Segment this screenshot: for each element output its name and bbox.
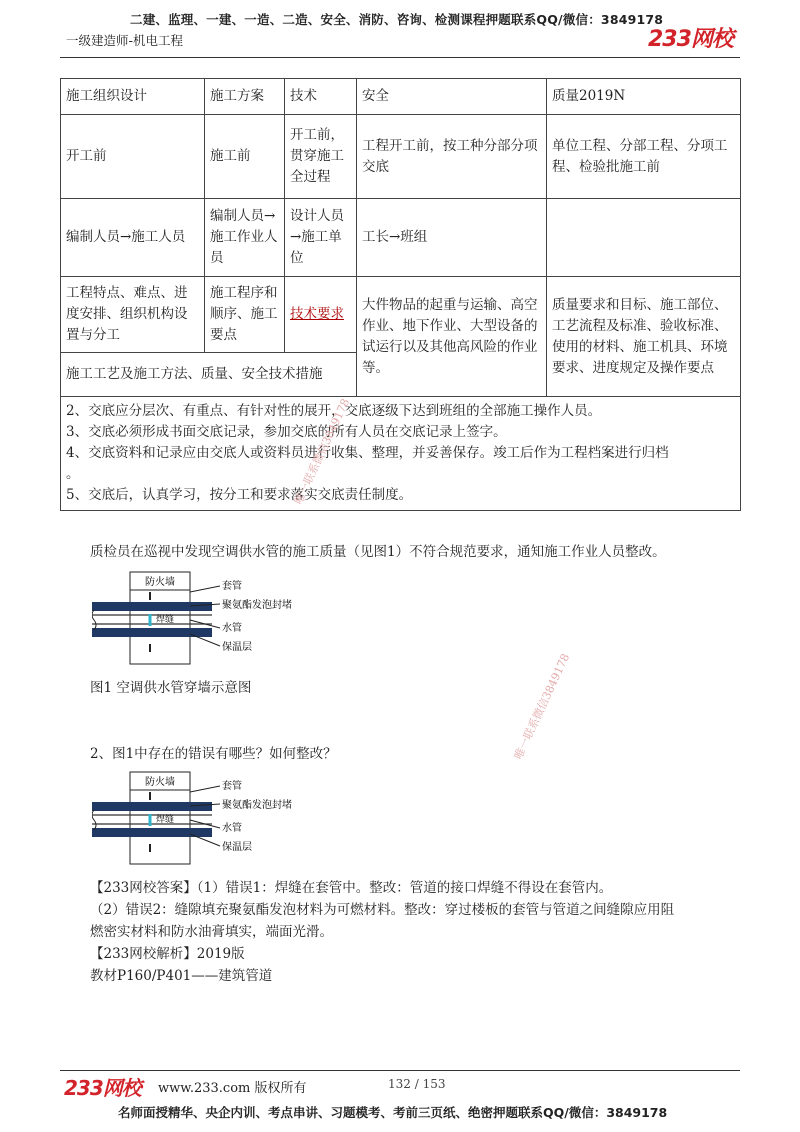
table-row-content — [61, 277, 741, 353]
answer-line-3: 燃密实材料和防水油膏填实，端面光滑。 — [90, 924, 333, 940]
footer-logo: 233网校 — [64, 1076, 141, 1100]
header-subject: 一级建造师-机电工程 — [66, 33, 184, 48]
textbook-reference: 教材P160/P401——建筑管道 — [90, 968, 273, 984]
table-header-cell: 安全 — [357, 79, 547, 115]
pipe-label: 水管 — [222, 823, 242, 834]
table-cell — [547, 199, 741, 277]
insulation-label: 保温层 — [222, 842, 252, 853]
page-number: 132 / 153 — [388, 1077, 446, 1091]
foam-label: 聚氨酯发泡封堵 — [222, 600, 292, 611]
break-mark — [92, 610, 96, 630]
question-2: 2、图1中存在的错误有哪些？如何整改？ — [90, 746, 337, 762]
table-header-cell: 施工组织设计 — [61, 79, 205, 115]
wall-label: 防火墙 — [145, 577, 175, 588]
pipe-label: 水管 — [222, 623, 242, 634]
note-line: 。 — [66, 466, 80, 482]
header-divider — [60, 57, 740, 58]
weld-label: 焊缝 — [156, 615, 175, 625]
sleeve-label: 套管 — [222, 581, 242, 592]
table-cell: 开工前，贯穿施工全过程 — [285, 115, 357, 199]
watermark-text: 唯一联系微信3849178 — [291, 396, 353, 507]
table-cell: 工长→班组 — [357, 199, 547, 277]
leader-line — [190, 786, 220, 792]
table-cell: 工程特点、难点、进度安排、组织机构设置与分工 — [61, 277, 205, 353]
answer-line-2: （2）错误2：缝隙填充聚氨酯发泡材料为可燃材料。整改：穿过楼板的套管与管道之间缝隙应用阻 — [90, 902, 675, 918]
watermark-text: 唯一联系微信3849178 — [511, 651, 573, 762]
table-cell: 施工程序和顺序、施工要点 — [205, 277, 285, 353]
table-cell: 工程开工前，按工种分部分项交底 — [357, 115, 547, 199]
technical-requirements-link[interactable]: 技术要求 — [290, 306, 344, 322]
disclosure-table — [60, 78, 741, 511]
figure-caption: 图1 空调供水管穿墙示意图 — [90, 680, 252, 696]
wall-pipe-diagram-1 — [92, 570, 352, 670]
leader-line — [190, 586, 220, 592]
table-cell: 质量要求和目标、施工部位、工艺流程及标准、验收标准、使用的材料、施工机具、环境要求、进度规定及操作要点 — [547, 277, 741, 397]
footer-site-link[interactable]: www.233.com 版权所有 — [158, 1081, 307, 1096]
note-line: 5、交底后，认真学习，按分工和要求落实交底责任制度。 — [66, 487, 413, 503]
header-contact-line: 二建、监理、一建、一造、二造、安全、消防、咨询、检测课程押题联系QQ/微信：3849178 — [130, 12, 664, 27]
wall-pipe-diagram-2 — [92, 770, 352, 870]
table-cell: 编制人员→施工人员 — [61, 199, 205, 277]
table-cell — [285, 277, 357, 353]
table-header-cell: 技术 — [285, 79, 357, 115]
table-notes-cell — [61, 397, 741, 511]
insulation-top — [92, 802, 212, 811]
footer-divider — [60, 1070, 740, 1071]
footer-contact-line: 名师面授精华、央企内训、考点串讲、习题模考、考前三页纸、绝密押题联系QQ/微信：3849178 — [118, 1105, 668, 1120]
wall-label: 防火墙 — [145, 777, 175, 788]
note-line: 3、交底必须形成书面交底记录，参加交底的所有人员在交底记录上签字。 — [66, 424, 507, 440]
table-header-cell: 施工方案 — [205, 79, 285, 115]
table-header-row — [61, 79, 741, 115]
table-row-timing — [61, 115, 741, 199]
table-cell: 大件物品的起重与运输、高空作业、地下作业、大型设备的试运行以及其他高风险的作业等。 — [357, 277, 547, 397]
question-intro: 质检员在巡视中发现空调供水管的施工质量（见图1）不符合规范要求，通知施工作业人员整改。 — [90, 544, 666, 560]
table-cell: 编制人员→施工作业人员 — [205, 199, 285, 277]
table-cell: 单位工程、分部工程、分项工程、检验批施工前 — [547, 115, 741, 199]
brand-logo: 233网校 — [648, 27, 733, 52]
analysis-heading: 【233网校解析】2019版 — [90, 946, 245, 962]
table-header-cell: 质量2019N — [547, 79, 741, 115]
sleeve-label: 套管 — [222, 781, 242, 792]
note-line: 4、交底资料和记录应由交底人或资料员进行收集、整理，并妥善保存。竣工后作为工程档案进行归档 — [66, 445, 669, 461]
note-line: 2、交底应分层次、有重点、有针对性的展开，交底逐级下达到班组的全部施工操作人员。 — [66, 403, 602, 419]
table-notes-row — [61, 397, 741, 511]
weld-label: 焊缝 — [156, 815, 175, 825]
answer-line-1: 【233网校答案】（1）错误1：焊缝在套管中。整改：管道的接口焊缝不得设在套管内。 — [90, 880, 613, 896]
table-row-people — [61, 199, 741, 277]
foam-label: 聚氨酯发泡封堵 — [222, 800, 292, 811]
table-cell: 设计人员→施工单位 — [285, 199, 357, 277]
table-cell: 施工工艺及施工方法、质量、安全技术措施 — [61, 353, 357, 397]
break-mark — [92, 810, 96, 830]
insulation-label: 保温层 — [222, 642, 252, 653]
table-cell: 施工前 — [205, 115, 285, 199]
table-cell: 开工前 — [61, 115, 205, 199]
insulation-top — [92, 602, 212, 611]
